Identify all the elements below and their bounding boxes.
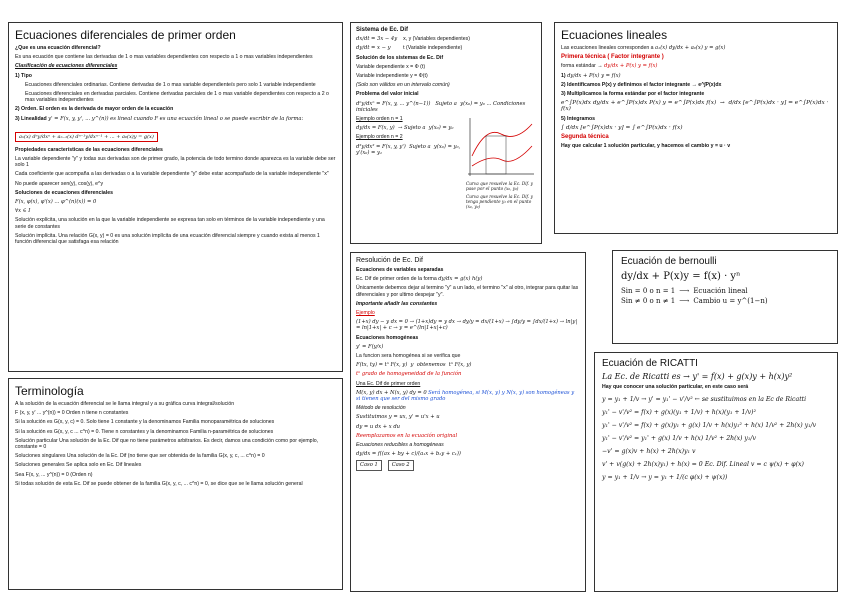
- step-3-form: e^∫P(x)dx dy/dx + e^∫P(x)dx P(x) y = e^∫P(x)dx f(x) → d/dx [e^∫P(x)dx · y] = e^∫P(x)dx · f(x): [561, 100, 831, 113]
- step-1-form: dy/dx + P(x) y = f(x): [567, 72, 621, 79]
- homogeneous-form: y' = F(y/x): [356, 343, 384, 350]
- example-order-1-hw: dy/dx = F(x, y) → Sujeto a y(x₀) = y₀: [356, 125, 454, 132]
- step-3: 3) Multiplicamos la forma estándar por el factor integrante: [561, 91, 705, 98]
- case-1-result: Ecuación lineal: [693, 287, 748, 295]
- term-4: Si la solución es G(x, y, c ... c^n) = 0. Tiene n constantes y la denominamos Familia n-paramétrica de soluciones: [15, 428, 274, 435]
- ricatti-line-2: y₁' − v'/v² = f(x) + g(x)(y₁ + 1/v) + h(x)(y₁ + 1/v)²: [602, 409, 756, 417]
- curve-note-1: Curva que resuelve la Ec. Dif. y pase por el punto (x₀, y₀): [466, 181, 535, 192]
- panel-title: Terminología: [15, 384, 84, 398]
- step-2: 2) Identificamos P(x) y definimos el factor integrante → e^∫P(x)dx: [561, 81, 722, 88]
- reducible-heading: Ecuaciones reducibles a homogéneas: [356, 442, 444, 449]
- case-2-result: Cambio u = y^(1−n): [693, 297, 768, 305]
- first-order-hw: M(x, y) dx + N(x, y) dy = 0: [356, 389, 427, 396]
- ricatti-note: Hay que conocer una solución particular, en este caso será: [602, 384, 749, 390]
- sketch-curves: [466, 116, 536, 176]
- reducible-hw: dy/dx = f((ax + by + c)/(a₁x + b₁y + c₁)): [356, 451, 461, 458]
- panel-title: Ecuación de bernoulli: [621, 256, 717, 267]
- panel-title: Ecuación de RICATTI: [602, 358, 698, 369]
- system-solution: Solución de los sistemas de Ec. Dif: [356, 54, 444, 61]
- example-order-1: Ejemplo orden n = 1: [356, 116, 403, 123]
- case-1: Caso 1: [356, 460, 382, 470]
- linealidad: 3) Linealidad: [15, 115, 47, 122]
- pvi-heading: Problema del valor inicial: [356, 91, 419, 98]
- ricatti-line-5: −v' = g(x)v + h(x) + 2h(x)y₁ v: [602, 448, 696, 456]
- orden: 2) Orden. El orden es la derivada de mayor orden de la ecuación: [15, 106, 174, 113]
- term-1: A la solución de la ecuación diferencial se le llama integral y a su gráfica curva integral/solución: [15, 401, 235, 407]
- homogeneous-hw: F(tx, ty) = tⁿ F(x, y) y obtenemos tⁿ F(x, y): [356, 362, 472, 369]
- term-5: Solución particular Una solución de la Ec. Dif que no tiene parámetros arbitrarios. Es decir, damos una condición como por ejemplo, constante = 0: [15, 437, 320, 451]
- solutions-hw-1: F(x, φ(x), φ'(x) ... φ^(n)(x)) = 0: [15, 199, 97, 206]
- dependent: Variable dependiente x = Φ (t): [356, 63, 426, 70]
- first-order-note: Será homogénea, si M(x, y) y N(x, y) son homogéneas y si tienen que ser del mismo grado: [356, 389, 576, 403]
- example-order-2: Ejemplo orden n = 2: [356, 134, 403, 141]
- panel-ricatti: [594, 352, 838, 592]
- system-eq-2: dy/dt = x − y: [356, 45, 391, 52]
- homogeneous-red: tⁿ grado de homogeneidad de la función: [356, 371, 462, 378]
- properties-heading: Propiedades características de las ecuaciones diferenciales: [15, 146, 163, 153]
- linear-intro: Las ecuaciones lineales corresponden a: [561, 45, 654, 51]
- ricatti-line-3: y₁' − v'/v² = f(x) + g(x)y₁ + g(x) 1/v + h(x)y₁² + h(x) 1/v² + 2h(x) y₁/v: [602, 422, 817, 430]
- term-2: F (x, y, y' ... y^(n)) = 0 Orden n tiene n constantes: [15, 410, 129, 417]
- ordinarias: Ecuaciones diferenciales ordinarias. Contiene derivadas de 1 o mas variable dependiente/s pero solo 1 variable independiente: [25, 81, 316, 88]
- question: ¿Que es una ecuación diferencial?: [15, 45, 101, 51]
- arrow-icon: ⟶: [679, 287, 690, 295]
- ricatti-line-7: y = y₁ + 1/v → y = y₁ + 1/(c φ(x) + ψ(x)): [602, 474, 728, 482]
- panel-terminology: [8, 378, 343, 590]
- property-1: La variable dependiente "y" y todas sus derivadas son de primer grado, la potencia de todo termino donde aparezca es la variable debe ser solo 1: [15, 156, 337, 169]
- separated-heading: Ecuaciones de variables separadas: [356, 267, 444, 273]
- system-eq-1: dx/dt = 3x − 4y: [356, 36, 398, 43]
- arrow-icon: ⟶: [679, 297, 690, 305]
- linear-form-box: aₙ(x) dⁿy/dxⁿ + aₙ₋₁(x) dⁿ⁻¹y/dxⁿ⁻¹ + ... + a₀(x)y = g(x): [15, 132, 158, 142]
- system-vars-2: t (Variable independiente): [403, 45, 463, 52]
- second-technique-text: Hay que calcular 1 solución particular, y hacemos el cambio y = u · v: [561, 143, 731, 150]
- example-order-2-hw: d²y/dx² = F(x, y, y') Sujeto a y(x₀) = y₀, y'(x₀) = y₁: [356, 143, 462, 156]
- implicit-solution: Solución implícita. Una relación G(x, y) = 0 es una solución implícita de una ecuación diferencial siempre y cuando exista al menos 1 función diferencial que satisfaga esa relación: [15, 232, 322, 246]
- homogeneous-heading: Ecuaciones homogéneas: [356, 334, 419, 341]
- panel-title: Ecuaciones diferenciales de primer orden: [15, 28, 236, 42]
- step-5-form: ∫ d/dx [e^∫P(x)dx · y] = ∫ e^∫P(x)dx · f(x): [561, 124, 683, 131]
- classification-heading: Clasificación de ecuaciones diferenciales: [15, 63, 118, 70]
- independent: Variable independiente y = Φ(t): [356, 73, 428, 80]
- panel-systems: [350, 22, 542, 244]
- example-label: Ejemplo: [356, 310, 375, 317]
- example-hw: (1+x) dy − y dx = 0 → (1+x)dy = y dx → dy/y = dx/(1+x) → ∫dy/y = ∫dx/(1+x) → ln|y| = ln|1+x| + c → y = e^(ln|1+x|+c): [356, 319, 579, 332]
- separated-important: Importante añadir las constantes: [356, 300, 438, 307]
- ricatti-line-6: v' + v(g(x) + 2h(x)y₁) + h(x) = 0 Ec. Dif. Lineal v = c ψ(x) + φ(x): [602, 461, 804, 469]
- parciales: Ecuaciones diferenciales en derivadas parciales. Contiene derivadas parciales de 1 o mas variable dependientes con respecto a 2 o mas variables independientes: [25, 91, 331, 104]
- panel-first-order: [8, 22, 343, 372]
- first-order-label: Una Ec. Dif de primer orden: [356, 380, 421, 387]
- panel-bernoulli: [612, 250, 838, 344]
- step-5: 5) Integramos: [561, 115, 596, 122]
- term-6: Soluciones singulares Una solución de la Ec. Dif (no tiene que ser obtenida de la familia G(x, y, c, ... c^n) = 0: [15, 453, 265, 460]
- interval-note: (Solo son válidos en un intervalo común): [356, 82, 450, 89]
- ricatti-line-1: y = y₁ + 1/v → y' = y₁' − v'/v² ← se sustituimos en la Ec de Ricatti: [602, 396, 807, 404]
- solutions-heading: Soluciones de ecuaciones diferenciales: [15, 189, 114, 196]
- definition: Es una ecuación que contiene las derivadas de 1 o mas variables dependientes con respecto a 1 o mas variables independientes: [15, 54, 313, 61]
- term-8: Sea F(x, y, ... y^(n)) = 0 (Orden n): [15, 471, 93, 478]
- term-7: Soluciones generales Se aplica solo en Ec. Dif lineales: [15, 462, 142, 469]
- homogeneous-text: La funcion sera homogénea si se verifica que: [356, 353, 461, 360]
- standard-form: dy/dx + P(x) y = f(x): [603, 63, 658, 70]
- method-hw-1: Sustituimos y = ux, y' = u'x + u: [356, 414, 440, 421]
- case-2: Caso 2: [388, 460, 414, 470]
- method-red-note: Reemplazamos en la ecuación original: [356, 432, 458, 439]
- bernoulli-equation: dy/dx + P(x)y = f(x) · yⁿ: [621, 271, 741, 282]
- separated-text: Ec. Dif de primer orden de la forma: [356, 276, 437, 283]
- panel-title: Ecuaciones lineales: [561, 28, 668, 42]
- case-1-condition: Sin = 0 o n = 1: [621, 287, 676, 295]
- solutions-hw-2: ∀x ∈ I: [15, 208, 31, 215]
- first-technique: Primera técnica ( Factor integrante ): [561, 54, 664, 61]
- property-2: Cada coeficiente que acompaña a las derivadas o a la variable dependiente "y" debe estar acompañado de la variable independiente "x": [15, 171, 329, 178]
- pvi-hw: dⁿy/dxⁿ = F(x, y, ... y^(n−1)) Sujeto a y(x₀) = y₀ ... Condiciones iniciales: [356, 100, 527, 113]
- linealidad-hw: y' = F(x, y, y', ... y^(n)) es lineal cuando F es una ecuación lineal o se puede escribir de la forma:: [48, 115, 304, 122]
- system-vars-1: x, y (Variables dependientes): [403, 36, 470, 43]
- second-technique: Segunda técnica: [561, 134, 609, 141]
- panel-title: Sistema de Ec. Dif: [356, 27, 409, 33]
- tipo: 1) Tipo: [15, 72, 32, 79]
- ricatti-equation: La Ec. de Ricatti es → y' = f(x) + g(x)y + h(x)y²: [602, 372, 793, 381]
- panel-title: Resolución de Ec. Dif: [356, 257, 423, 264]
- step-1: 1): [561, 72, 566, 79]
- property-3: No puede aparecer sen(y), cos(y), e^y: [15, 180, 104, 187]
- panel-resolution: [350, 252, 586, 592]
- method-label: Método de resolución: [356, 405, 406, 412]
- term-3: Si la solución es G(x, y, c) = 0. Solo tiene 1 constante y la denominamos Familia monoparamétrica de soluciones: [15, 419, 275, 426]
- case-2-condition: Sin ≠ 0 o n ≠ 1: [621, 297, 676, 305]
- ricatti-line-4: y₁' − v'/v² = y₁' + g(x) 1/v + h(x) 1/v² + 2h(x) y₁/v: [602, 435, 756, 443]
- standard-form-label: forma estándar →: [561, 63, 603, 70]
- separated-form: dy/dx = g(x) h(y): [438, 276, 483, 283]
- term-9: Si todas solución de esta Ec. Dif se puede obtener de la familia G(x, y, c, ... c^n) = 0, se dice que se le llama solución general: [15, 480, 303, 487]
- explicit-solution: Solución explícita, una solución en la que la variable independiente se expresa tan solo en términos de la variable independiente y una serie de constantes: [15, 217, 327, 230]
- separated-note: Únicamente debemos dejar al termino "y" a un lado, el termino "x" al otro, integrar para quitar las diferenciales y por ultimo despejar "y".: [356, 285, 580, 298]
- curve-note-2: Curva que resuelve la Ec. Dif. y tenga pendiente y₁ en el punto (x₀, y₀): [466, 194, 535, 210]
- linear-intro-form: a₁(x) dy/dx + a₀(x) y = g(x): [655, 45, 726, 51]
- method-hw-2: dy = u dx + x du: [356, 423, 401, 430]
- panel-linear: [554, 22, 838, 234]
